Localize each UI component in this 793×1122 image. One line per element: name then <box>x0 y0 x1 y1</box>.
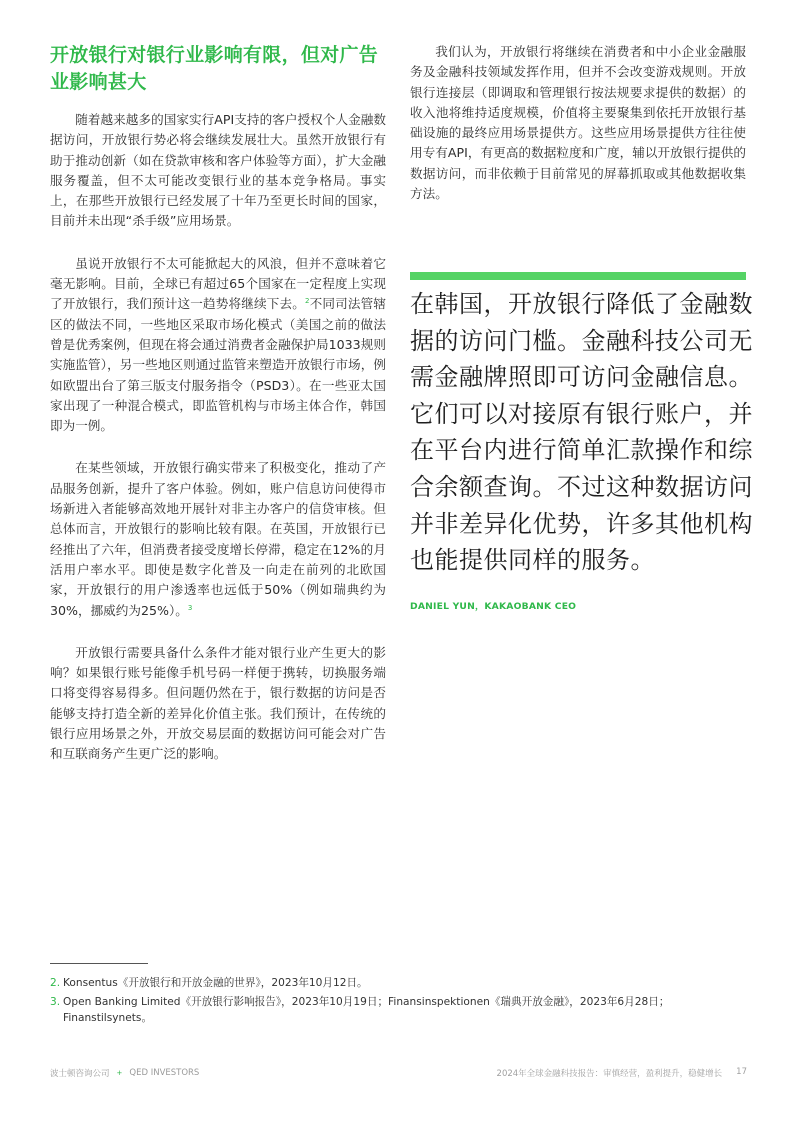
footer-report-title: 2024年全球金融科技报告：审慎经营，盈利提升，稳健增长 <box>496 1069 723 1079</box>
footer-separator: + <box>116 1069 123 1077</box>
footnote-3 <box>50 994 750 1026</box>
footnote-text: Open Banking Limited《开放银行影响报告》，2023年10月19日；Finansinspektionen《瑞典开放金融》，2023年6月28日；Finanstilsynets。 <box>63 996 670 1024</box>
right-column <box>410 42 746 226</box>
quote-accent-bar <box>410 272 746 280</box>
paragraph-3 <box>50 458 386 620</box>
footnote-number: 2. <box>50 977 61 989</box>
paragraph-3-text: 在某些领域，开放银行确实带来了积极变化，推动了产品服务创新，提升了客户体验。例如，账户信息访问使得市场新进入者能够高效地开展针对非主办客户的信贷审核。但总体而言，开放银行的影响比较有限。在英国，开放银行已经推出了六年，但消费者接受度增长停滞，稳定在12%的月活用户率水平。即使是数字化普及一向走在前列的北欧国家，开放银行的用户渗透率也远低于50%（例如瑞典约为30%，挪威约为25%）。 <box>50 460 386 618</box>
footer-report-info <box>497 1067 747 1079</box>
paragraph-1: 随着越来越多的国家实行API支持的客户授权个人金融数据访问，开放银行势必将会继续发展壮大。虽然开放银行有助于推动创新（如在贷款审核和客户体验等方面），扩大金融服务覆盖，但不太可能改变银行业的基本竞争格局。事实上，在那些开放银行已经发展了十年乃至更长时间的国家，目前并未出现“杀手级”应用场景。 <box>50 112 386 229</box>
footnote-text: Konsentus《开放银行和开放金融的世界》，2023年10月12日。 <box>63 977 368 989</box>
paragraph-2 <box>50 254 386 437</box>
section-heading: 开放银行对银行业影响有限，但对广告业影响甚大 <box>50 44 379 93</box>
footnote-2 <box>50 975 750 991</box>
footer-partner: QED INVESTORS <box>129 1068 200 1078</box>
paragraph-4: 开放银行需要具备什么条件才能对银行业产生更大的影响？如果银行账号能像手机号码一样便于携转，切换服务端口将变得容易得多。但问题仍然在于，银行数据的访问是否能够支持打造全新的差异化价值主张。我们预计，在传统的银行应用场景之外，开放交易层面的数据访问可能会对广告和互联商务产生更广泛的影响。 <box>50 644 386 762</box>
footnote-ref-2[interactable]: 2 <box>305 297 310 306</box>
page-number: 17 <box>736 1067 747 1077</box>
footnote-number: 3. <box>50 996 61 1008</box>
footnotes <box>50 975 750 1029</box>
footer-branding <box>50 1067 199 1079</box>
paragraph-2-text-b: 不同司法管辖区的做法不同，一些地区采取市场化模式（美国之前的做法曾是优秀案例，但现在将会通过消费者金融保护局1033规则实施监管），另一些地区则通过监管来塑造开放银行市场，例如欧盟出台了第三版支付服务指令（PSD3）。在一些亚太国家出现了一种混合模式，即监管机构与市场主体合作，韩国即为一例。 <box>50 296 387 434</box>
quote-attribution: DANIEL YUN，KAKAOBANK CEO <box>410 601 577 612</box>
footer-org: 波士顿咨询公司 <box>50 1069 110 1079</box>
paragraph-right-1: 我们认为，开放银行将继续在消费者和中小企业金融服务及金融科技领域发挥作用，但并不会改变游戏规则。开放银行连接层（即调取和管理银行按法规要求提供的数据）的收入池将维持适度规模，价值将主要聚集到依托开放银行基础设施的最终应用场景提供方。这些应用场景提供方往往使用专有API，有更高的数据粒度和广度，辅以开放银行提供的数据访问，而非依赖于目前常见的屏幕抓取或其他数据收集方法。 <box>410 44 746 202</box>
paragraph-2-text-a: 虽说开放银行不太可能掀起大的风浪，但并不意味着它毫无影响。目前，全球已有超过65个国家在一定程度上实现了开放银行，我们预计这一趋势将继续下去。 <box>50 255 386 312</box>
pull-quote: 在韩国，开放银行降低了金融数据的访问门槛。金融科技公司无需金融牌照即可访问金融信息。它们可以对接原有银行账户，并在平台内进行简单汇款操作和综合余额查询。不过这种数据访问并非差异化优势，许多其他机构也能提供同样的服务。 <box>410 290 753 575</box>
footnote-divider <box>50 963 148 964</box>
left-column <box>50 42 386 787</box>
footnote-ref-3[interactable]: 3 <box>187 603 193 612</box>
